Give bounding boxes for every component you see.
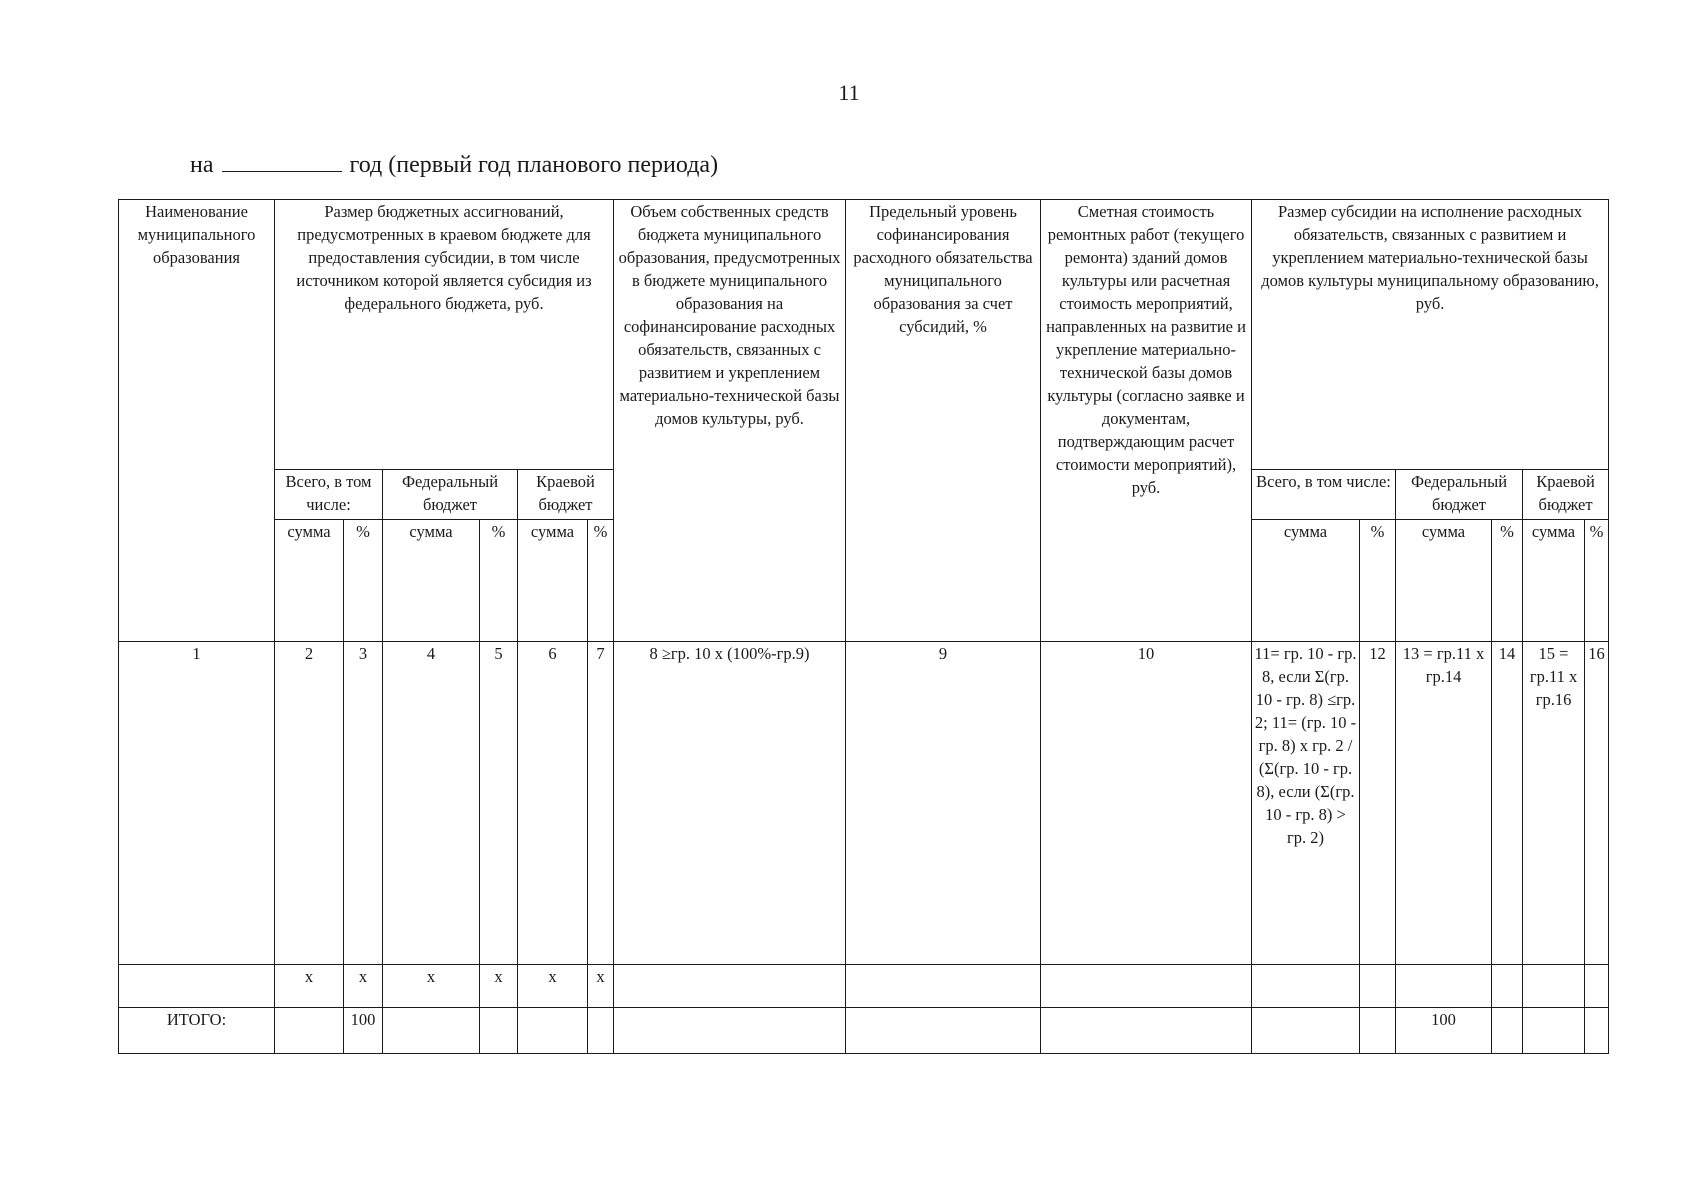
cell-empty [1252,1008,1360,1054]
col-number: 12 [1360,642,1396,965]
col-number: 14 [1492,642,1523,965]
cell-municipality [119,965,275,1008]
header-pct: % [480,520,518,642]
header-total-right: Всего, в том числе: [1252,470,1396,520]
col-number-formula: 13 = гр.11 х гр.14 [1396,642,1492,965]
cell-empty [1523,965,1585,1008]
cell-empty [1360,1008,1396,1054]
col-number: 2 [275,642,344,965]
header-budget-allocations: Размер бюджетных ассигнований, предусмотренных в краевом бюджете для предоставления субсидии, в том числе источником которой является субсидия из федерального бюджета, руб. [275,200,614,470]
cell-empty [1041,965,1252,1008]
header-pct: % [588,520,614,642]
cell-empty [1252,965,1360,1008]
col-number: 4 [383,642,480,965]
header-sum: сумма [1396,520,1492,642]
data-row [119,965,1609,1008]
header-pct: % [1360,520,1396,642]
col-number: 10 [1041,642,1252,965]
col-number: 7 [588,642,614,965]
numbering-row [119,642,1609,965]
total-row [119,1008,1609,1054]
cell-empty [1492,1008,1523,1054]
year-blank [222,153,342,172]
x-mark: х [383,965,480,1008]
cell-empty [588,1008,614,1054]
heading-suffix: год (первый год планового периода) [349,152,719,178]
heading-prefix: на [190,152,214,178]
total-label: ИТОГО: [119,1008,275,1054]
x-mark: х [588,965,614,1008]
cell-empty [1585,1008,1609,1054]
subsidy-table [118,199,1609,1054]
x-mark: х [344,965,383,1008]
header-pct: % [1585,520,1609,642]
header-pct: % [344,520,383,642]
col-number: 16 [1585,642,1609,965]
cell-empty [1492,965,1523,1008]
col-number: 3 [344,642,383,965]
cell-empty [383,1008,480,1054]
header-sum: сумма [383,520,480,642]
header-pct: % [1492,520,1523,642]
cell-empty [614,965,846,1008]
col-number: 9 [846,642,1041,965]
x-mark: х [275,965,344,1008]
cell-empty [1360,965,1396,1008]
col-number: 1 [119,642,275,965]
header-sum: сумма [1523,520,1585,642]
header-federal-right: Федеральный бюджет [1396,470,1523,520]
header-regional-left: Краевой бюджет [518,470,614,520]
header-federal-left: Федеральный бюджет [383,470,518,520]
header-estimated-cost: Сметная стоимость ремонтных работ (текущего ремонта) зданий домов культуры или расчетная стоимость мероприятий, направленных на развитие и укрепление материально-технической базы домов культуры (согласно заявке и документам, подтверждающим расчет стоимости мероприятий), руб. [1041,200,1252,642]
cell-empty [1523,1008,1585,1054]
cell-empty [1041,1008,1252,1054]
cell-empty [518,1008,588,1054]
header-subsidy-amount: Размер субсидии на исполнение расходных обязательств, связанных с развитием и укреплением материально-технической базы домов культуры муниципальному образованию, руб. [1252,200,1609,470]
page-number: 11 [838,80,860,105]
table-heading [190,152,718,179]
col-number: 5 [480,642,518,965]
cell-empty [846,965,1041,1008]
col-number-formula: 15 = гр.11 х гр.16 [1523,642,1585,965]
total-pct-left: 100 [344,1008,383,1054]
x-mark: х [518,965,588,1008]
cell-empty [1585,965,1609,1008]
total-pct-right: 100 [1396,1008,1492,1054]
cell-empty [275,1008,344,1054]
header-sum: сумма [518,520,588,642]
cell-empty [480,1008,518,1054]
x-mark: х [480,965,518,1008]
header-cofinancing-level: Предельный уровень софинансирования расходного обязательства муниципального образования за счет субсидий, % [846,200,1041,642]
col-number: 6 [518,642,588,965]
header-sum: сумма [1252,520,1360,642]
col-number-formula: 11= гр. 10 - гр. 8, если Σ(гр. 10 - гр. 8) ≤гр. 2; 11= (гр. 10 - гр. 8) х гр. 2 / (Σ(гр. 10 - гр. 8), если (Σ(гр. 10 - гр. 8) > гр. 2) [1252,642,1360,965]
cell-empty [846,1008,1041,1054]
header-own-funds: Объем собственных средств бюджета муниципального образования, предусмотренных в бюджете муниципального образования на софинансирование расходных обязательств, связанных с развитием и укреплением материально-технической базы домов культуры, руб. [614,200,846,642]
cell-empty [1396,965,1492,1008]
header-regional-right: Краевой бюджет [1523,470,1609,520]
header-municipality: Наименование муниципального образования [119,200,275,642]
col-number-formula: 8 ≥гр. 10 х (100%-гр.9) [614,642,846,965]
header-total-left: Всего, в том числе: [275,470,383,520]
cell-empty [614,1008,846,1054]
header-sum: сумма [275,520,344,642]
